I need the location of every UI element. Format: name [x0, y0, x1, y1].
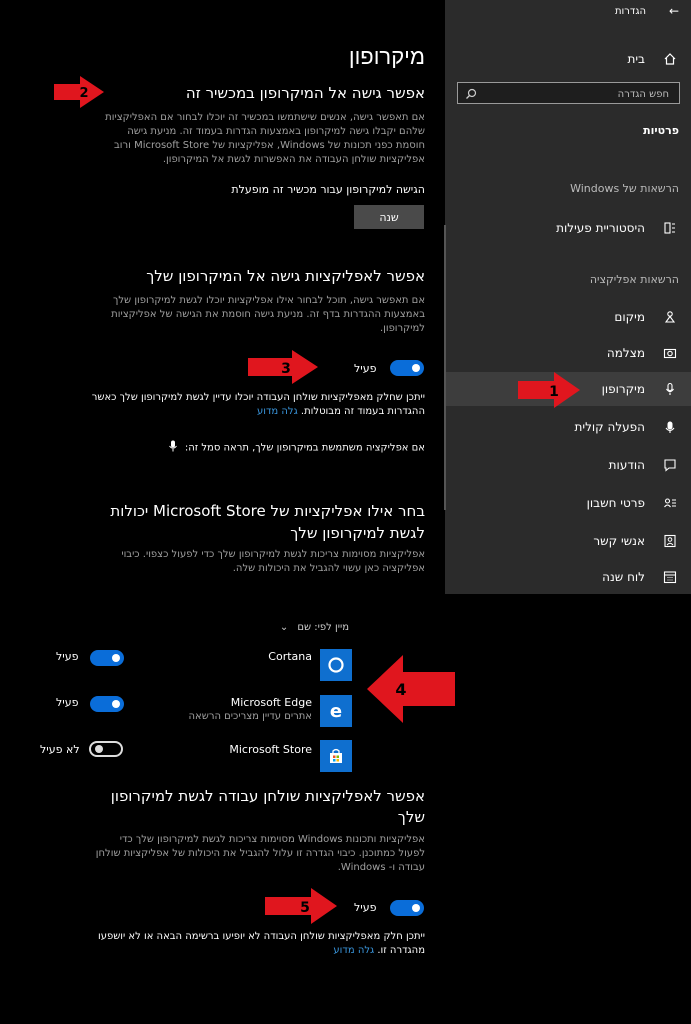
- sidebar-item-calendar[interactable]: [445, 560, 691, 594]
- app-name-cortana: Cortana: [268, 650, 312, 663]
- store-toggle-label: לא פעיל: [40, 743, 80, 756]
- sidebar-item-account-info[interactable]: [445, 486, 691, 520]
- store-icon: [320, 740, 352, 772]
- sidebar-item-notifications[interactable]: [445, 448, 691, 482]
- sidebar-item-label: פרטי חשבון: [586, 496, 645, 510]
- sidebar-item-label: אנשי קשר: [593, 534, 645, 548]
- sidebar-item-label: מצלמה: [606, 346, 645, 360]
- toggle-knob: [95, 745, 103, 753]
- privacy-heading: פרטיות: [643, 124, 679, 137]
- app-access-heading: אפשר לאפליקציות גישה אל המיקרופון שלך: [146, 267, 425, 285]
- annotation-arrow-1: [518, 372, 580, 408]
- search-icon: [464, 86, 478, 100]
- store-apps-heading-line1: בחר אילו אפליקציות של Microsoft Store יכולות: [110, 502, 425, 520]
- edge-toggle[interactable]: [90, 696, 124, 712]
- home-icon: [661, 50, 679, 68]
- location-icon: [661, 308, 679, 326]
- desktop-apps-note-text: ייתכן חלק מאפליקציות שולחן העבודה לא יופיעו ברשימה הבאה או לא יושפעו מהגדרה זו.: [97, 931, 425, 956]
- cortana-toggle[interactable]: [90, 650, 124, 666]
- back-label: הגדרות: [614, 6, 646, 17]
- device-access-heading: אפשר גישה אל המיקרופון במכשיר זה: [185, 84, 425, 102]
- chevron-down-icon: ⌄: [279, 622, 289, 633]
- cortana-toggle-label: פעיל: [56, 650, 79, 663]
- annotation-label-3: 3: [281, 361, 291, 377]
- app-permissions-header: הרשאות אפליקציה: [589, 273, 679, 286]
- edge-icon: e: [320, 695, 352, 727]
- mic-icon-hint: אם אפליקציה משתמשת במיקרופון שלך, תראה סמל זה:: [184, 442, 425, 454]
- microphone-icon: [661, 380, 679, 398]
- sidebar-item-camera[interactable]: [445, 336, 691, 370]
- device-access-description: אם תאפשר גישה, אנשים שישתמשו במכשיר זה יוכלו לבחור אם האפליקציות שלהם יקבלו גישה למיקרופון באמצעות הגדרות בעמוד זה. מניעת גישה חוסמת כפני תכונות של Windows, אפליקציות של Microsoft Store ורוב אפליקציות שולחן העבודה את האפשרות לגשת אל המיקרופון.: [105, 112, 425, 165]
- annotation-label-2: 2: [79, 86, 89, 101]
- store-apps-description: אפליקציות מסוימות צריכות לגשת למיקרופון שלך כדי לפעול כצפוי. כיבוי אפליקציה כאן עשוי להגביל את היכולות שלה.: [121, 549, 425, 574]
- app-name-store: Microsoft Store: [229, 743, 312, 756]
- desktop-apps-toggle-label: פעיל: [354, 901, 377, 914]
- edge-toggle-label: פעיל: [56, 696, 79, 709]
- annotation-arrow-4: [367, 655, 455, 723]
- search-box[interactable]: [457, 82, 680, 104]
- desktop-apps-description: אפליקציות ותכונות Windows מסוימות צריכות לגשת למיקרופון שלך כדי לפעול כמתוכנן. כיבוי הגדרה זו עלול להגביל את היכולות של אפליקציות שולחן עבודה ו- Windows.: [95, 834, 425, 873]
- annotation-arrow-5: [265, 888, 337, 924]
- notifications-icon: [661, 456, 679, 474]
- mic-indicator-icon: [168, 440, 178, 455]
- app-subtitle-edge: אתרים עדיין מצריכים הרשאה: [188, 711, 312, 722]
- back-button[interactable]: [445, 0, 691, 24]
- desktop-apps-toggle[interactable]: [390, 900, 424, 916]
- app-access-toggle-label: פעיל: [354, 362, 377, 375]
- learn-more-link[interactable]: גלה מדוע: [333, 945, 375, 956]
- toggle-knob: [112, 654, 120, 662]
- toggle-knob: [412, 904, 420, 912]
- toggle-knob: [412, 364, 420, 372]
- sidebar-item-label: הפעלה קולית: [574, 420, 645, 434]
- sidebar-item-label: לוח שנה: [602, 570, 645, 584]
- annotation-arrow-2: [54, 76, 104, 108]
- account-info-icon: [661, 494, 679, 512]
- sidebar-item-home[interactable]: [445, 45, 691, 73]
- annotation-label-4: 4: [395, 680, 407, 699]
- sidebar-item-label: מיקרופון: [601, 382, 645, 396]
- change-button[interactable]: שנה: [354, 205, 424, 229]
- sidebar-item-label: הודעות: [608, 458, 645, 472]
- desktop-apps-note: [85, 930, 425, 958]
- sidebar-item-label: מיקום: [614, 310, 645, 324]
- app-name-edge: Microsoft Edge: [230, 696, 312, 709]
- sidebar: [445, 0, 691, 594]
- sidebar-item-label: היסטוריית פעילות: [556, 221, 645, 235]
- sort-dropdown[interactable]: [280, 622, 349, 633]
- desktop-apps-heading-line1: אפשר לאפליקציות שולחן עבודה לגשת למיקרופון: [110, 787, 425, 805]
- search-input[interactable]: [482, 85, 671, 103]
- sort-label: מיין לפי: שם: [297, 622, 349, 633]
- device-access-status: הגישה למיקרופון עבור מכשיר זה מופעלת: [231, 183, 425, 196]
- annotation-label-1: 1: [549, 384, 559, 400]
- store-toggle[interactable]: [89, 741, 123, 757]
- learn-more-link[interactable]: גלה מדוע: [256, 406, 298, 417]
- toggle-knob: [112, 700, 120, 708]
- cortana-icon: [320, 649, 352, 681]
- sidebar-item-activity-history[interactable]: [445, 211, 691, 245]
- app-access-toggle[interactable]: [390, 360, 424, 376]
- page-title: מיקרופון: [348, 45, 425, 70]
- calendar-icon: [661, 568, 679, 586]
- sidebar-item-contacts[interactable]: [445, 524, 691, 558]
- sidebar-item-label: בית: [627, 52, 645, 66]
- mic-icon-hint-row: [168, 440, 425, 455]
- annotation-label-5: 5: [300, 900, 310, 916]
- sidebar-item-location[interactable]: [445, 300, 691, 334]
- windows-permissions-header: הרשאות של Windows: [570, 182, 679, 195]
- back-arrow-icon: ←: [668, 4, 679, 18]
- sidebar-item-voice-activation[interactable]: [445, 410, 691, 444]
- app-access-note-text: ייתכן שחלק מאפליקציות שולחן העבודה יוכלו עדיין לגשת למיקרופון שלך כאשר ההגדרות בעמוד זה מבוטלות.: [91, 392, 425, 417]
- annotation-arrow-3: [248, 350, 318, 384]
- voice-activation-icon: [661, 418, 679, 436]
- app-access-note: [85, 391, 425, 419]
- activity-history-icon: [661, 219, 679, 237]
- app-access-description: אם תאפשר גישה, תוכל לבחור אילו אפליקציות יוכלו לגשת למיקרופון שלך באמצעות ההגדרות בדף זה. מניעת גישה חוסמת את הגישה של אפליקציות למיקרופון.: [111, 295, 425, 334]
- store-apps-heading-line2: לגשת למיקרופון שלך: [290, 524, 425, 542]
- desktop-apps-heading-line2: שלך: [397, 808, 425, 826]
- camera-icon: [661, 344, 679, 362]
- contacts-icon: [661, 532, 679, 550]
